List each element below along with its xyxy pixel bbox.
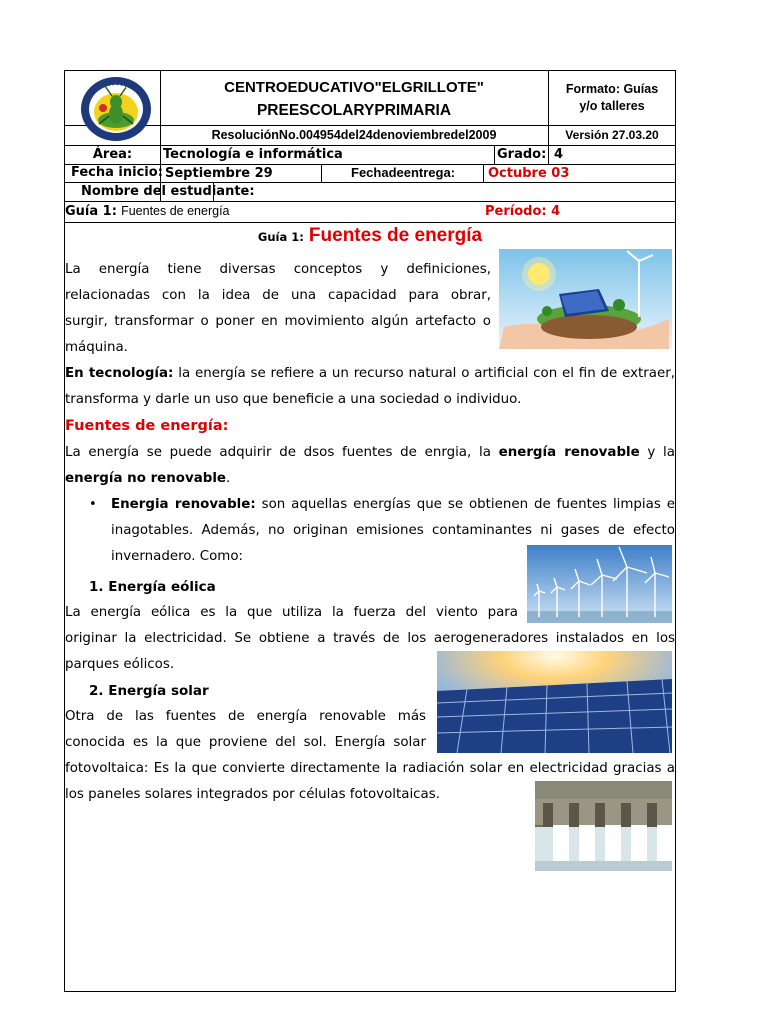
guide-row: [65, 203, 230, 220]
delivery-date-label: Fechadeentrega:: [351, 165, 456, 180]
renewable-bold: energía renovable: [498, 445, 640, 460]
hydro-dam-image: [535, 781, 672, 871]
intro-paragraph: [65, 257, 491, 361]
bullet-bold: Energia renovable:: [111, 497, 256, 512]
solar-line: Otra de las fuentes de energía renovable más: [65, 709, 426, 724]
title-prefix: Guía 1:: [257, 230, 304, 244]
technology-paragraph: [65, 361, 675, 413]
grade-label: Grado:: [497, 147, 547, 162]
intro-line: máquina.: [65, 340, 128, 355]
version-text: Versión 27.03.20: [565, 128, 659, 142]
sources-text: La energía se puede adquirir de dsos fuentes de enrgia, la: [65, 445, 499, 460]
col-divider: [494, 145, 495, 164]
row-divider: [65, 201, 675, 202]
school-name: CENTROEDUCATIVO"ELGRILLOTE": [224, 79, 484, 96]
guide-value: Fuentes de energía: [121, 204, 230, 218]
eolica-text: originar la electricidad. Se obtiene a través de los aerogeneradores instalados en los parques eólicos.: [65, 631, 675, 672]
start-date-label: Fecha inicio:: [71, 165, 163, 180]
resolution-text: ResoluciónNo.004954del24denoviembredel2009: [211, 128, 497, 142]
format-label: Formato: Guías: [565, 82, 659, 96]
col-divider: [483, 164, 484, 183]
eolica-heading: 1. Energía eólica: [89, 579, 216, 595]
eolica-line: La energía eólica es la que utiliza la fuerza del viento para: [65, 605, 518, 620]
area-value: Tecnología e informática: [163, 147, 343, 162]
guide-label: Guía 1:: [65, 204, 117, 219]
area-label: Área:: [92, 147, 133, 162]
title-text: Fuentes de energía: [308, 225, 483, 246]
technology-text: la energía se refiere a un recurso natural o artificial con el fin de extraer, transforma y darle un uso que beneficie a una sociedad o individuo.: [65, 366, 675, 407]
grade-value: 4: [554, 147, 564, 162]
intro-line: surgir, transformar o poner en movimiento algún artefacto o: [65, 314, 491, 329]
school-level: PREESCOLARYPRIMARIA: [256, 102, 452, 119]
solar-text: fotovoltaica: Es la que convierte directamente la radiación solar en electricidad gracias a los paneles solares integrados por células fotovoltaicas.: [65, 761, 675, 802]
delivery-date-value: Octubre 03: [488, 166, 570, 181]
sources-text: .: [226, 471, 231, 486]
guide-page: [64, 70, 676, 992]
bullet-text: son aquellas energías que se obtienen de fuentes limpias e inagotables. Además, no originan emisiones contaminantes ni gases de efecto invernadero. Como:: [111, 497, 675, 564]
solar-heading: 2. Energía solar: [89, 683, 209, 699]
solar-line: conocida es la que proviene del sol. Energía solar: [65, 735, 426, 750]
period-label: Período: 4: [485, 204, 561, 219]
technology-bold: En tecnología:: [65, 366, 174, 381]
sources-heading: Fuentes de energía:: [65, 418, 229, 434]
header-divider: [65, 125, 675, 126]
sources-text: y la: [639, 445, 675, 460]
format-label-2: y/o talleres: [579, 99, 645, 113]
wind-turbines-image: [527, 545, 672, 623]
solar-panels-image: [437, 651, 672, 753]
bullet-dot: •: [89, 497, 97, 512]
intro-line: relacionadas con la idea de una capacidad para obrar,: [65, 288, 491, 303]
col-divider: [321, 164, 322, 183]
sources-paragraph: [65, 440, 675, 492]
eco-house-image: [499, 249, 672, 349]
student-name-label: Nombre del estudiante:: [81, 184, 255, 199]
school-logo-icon: [79, 76, 153, 142]
guide-title: [65, 223, 675, 250]
nonrenewable-bold: energía no renovable: [65, 471, 227, 486]
intro-line: La energía tiene diversas conceptos y definiciones,: [65, 262, 491, 277]
start-date-value: Septiembre 29: [165, 166, 273, 181]
